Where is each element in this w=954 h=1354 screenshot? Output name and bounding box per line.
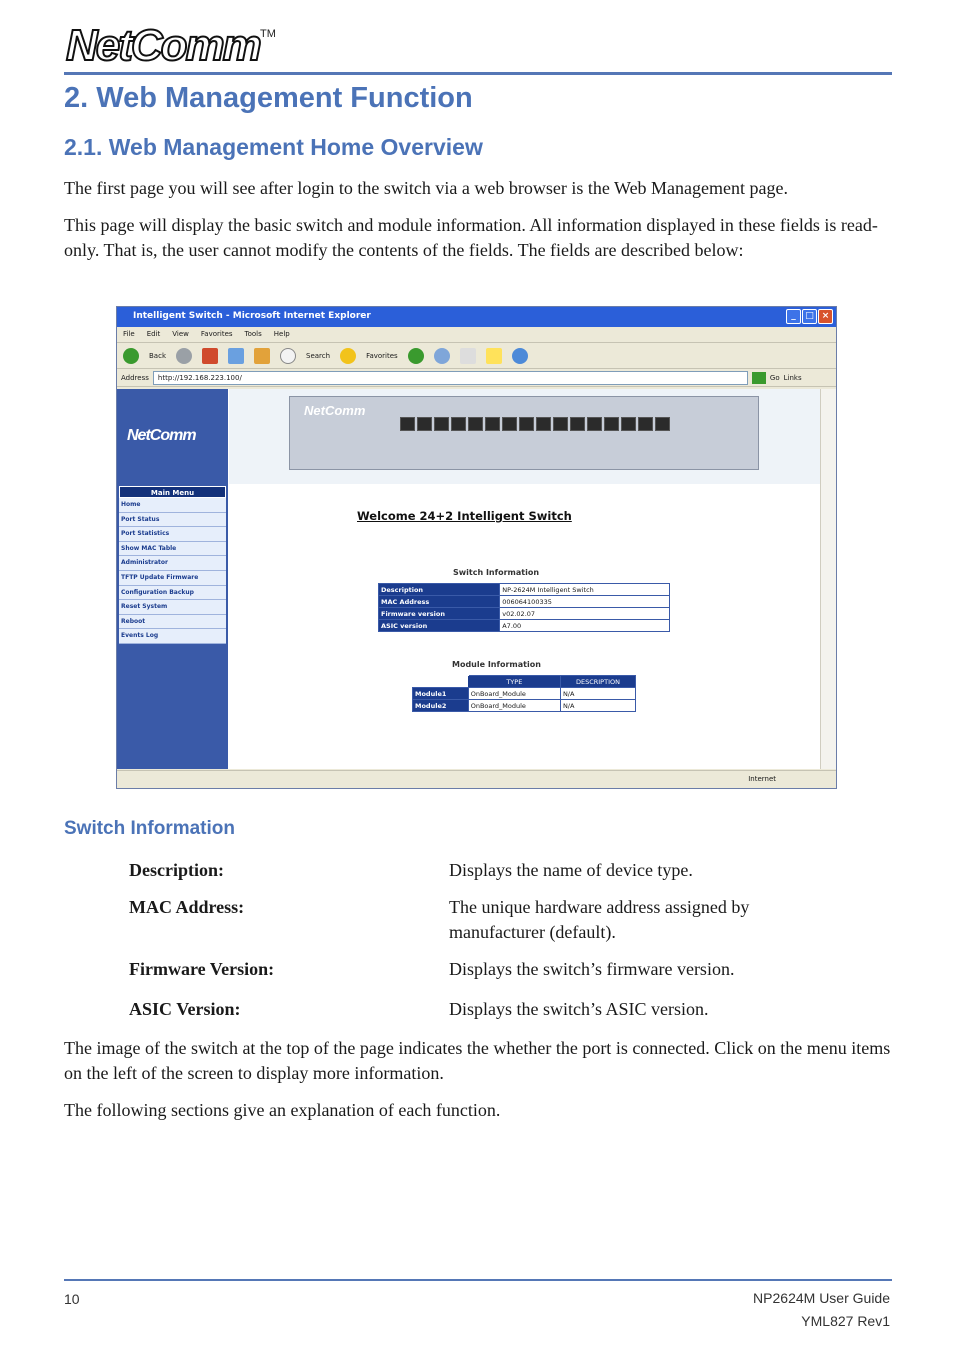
port[interactable]: [604, 417, 619, 431]
table-key: MAC Address: [379, 596, 500, 608]
status-zone: Internet: [748, 775, 776, 783]
intro-paragraph-2: This page will display the basic switch and module information. All information displayed in these fields is read-only. That is, the user cannot modify the contents of the fields. The fields are described below:: [64, 215, 878, 260]
footer-rule: [64, 1279, 892, 1281]
history-icon[interactable]: [408, 348, 424, 364]
go-icon[interactable]: [752, 372, 766, 384]
port[interactable]: [451, 417, 466, 431]
switch-information-heading: Switch Information: [64, 818, 235, 839]
table-value: N/A: [560, 700, 635, 712]
trademark: TM: [260, 28, 276, 40]
port[interactable]: [587, 417, 602, 431]
menu-item-show-mac-table[interactable]: Show MAC Table: [119, 542, 226, 557]
minimize-button[interactable]: _: [786, 309, 801, 324]
chapter-title: 2. Web Management Function: [64, 82, 473, 114]
port[interactable]: [400, 417, 415, 431]
table-row: [379, 584, 670, 596]
stop-icon[interactable]: [202, 348, 218, 364]
definition-desc: Displays the name of device type.: [449, 860, 693, 880]
port[interactable]: [468, 417, 483, 431]
footer-revision: YML827 Rev1: [801, 1313, 890, 1329]
menu-item-config-backup[interactable]: Configuration Backup: [119, 586, 226, 601]
definition-term: Description:: [129, 860, 224, 880]
window-title: Intelligent Switch - Microsoft Internet Explorer: [133, 311, 371, 321]
table-value: OnBoard_Module: [468, 688, 560, 700]
menu-item-home[interactable]: Home: [119, 498, 226, 513]
menu-item-tftp-update[interactable]: TFTP Update Firmware: [119, 571, 226, 586]
search-icon[interactable]: [280, 348, 296, 364]
definition-term: ASIC Version:: [129, 999, 241, 1019]
intro-paragraph-1: The first page you will see after login to the switch via a web browser is the Web Management page.: [64, 178, 788, 198]
module-info-table: [412, 675, 636, 712]
main-frame: [229, 389, 820, 769]
browser-toolbar: [117, 343, 836, 369]
print-icon[interactable]: [460, 348, 476, 364]
back-label[interactable]: Back: [149, 351, 166, 360]
window-titlebar: [117, 307, 836, 327]
welcome-title: Welcome 24+2 Intelligent Switch: [357, 509, 572, 523]
module-info-title: Module Information: [452, 660, 541, 669]
forward-icon[interactable]: [176, 348, 192, 364]
table-value: A7.00: [500, 620, 670, 632]
close-button[interactable]: ×: [818, 309, 833, 324]
messenger-icon[interactable]: [512, 348, 528, 364]
page-number: 10: [64, 1291, 80, 1307]
port[interactable]: [502, 417, 517, 431]
menu-item-port-status[interactable]: Port Status: [119, 513, 226, 528]
definition-desc: The unique hardware address assigned by manufacturer (default).: [449, 897, 750, 942]
table-key: Module2: [413, 700, 469, 712]
table-header: TYPE: [468, 676, 560, 688]
notes-icon[interactable]: [486, 348, 502, 364]
port[interactable]: [655, 417, 670, 431]
table-row: [413, 700, 636, 712]
menu-item-events-log[interactable]: Events Log: [119, 629, 226, 644]
address-input[interactable]: http://192.168.223.100/: [153, 371, 748, 385]
table-value: N/A: [560, 688, 635, 700]
definition-term: MAC Address:: [129, 897, 245, 917]
menu-item-administrator[interactable]: Administrator: [119, 556, 226, 571]
port[interactable]: [536, 417, 551, 431]
menu-file[interactable]: File: [123, 330, 135, 338]
port[interactable]: [621, 417, 636, 431]
port[interactable]: [485, 417, 500, 431]
table-header-empty: [413, 676, 469, 688]
page-content: [117, 389, 836, 769]
section-title: 2.1. Web Management Home Overview: [64, 134, 483, 160]
table-value: 006064100335: [500, 596, 670, 608]
left-logo-text: NetComm: [127, 427, 196, 444]
table-key: Module1: [413, 688, 469, 700]
menu-item-port-statistics[interactable]: Port Statistics: [119, 527, 226, 542]
table-header: DESCRIPTION: [560, 676, 635, 688]
table-key: ASIC version: [379, 620, 500, 632]
menu-edit[interactable]: Edit: [146, 330, 161, 338]
menu-bar: [117, 327, 836, 343]
mail-icon[interactable]: [434, 348, 450, 364]
main-menu-title: Main Menu: [119, 486, 226, 498]
menu-favorites[interactable]: Favorites: [200, 330, 233, 338]
port[interactable]: [417, 417, 432, 431]
table-header-row: [413, 676, 636, 688]
table-key: Description: [379, 584, 500, 596]
table-value: OnBoard_Module: [468, 700, 560, 712]
footer-guide: NP2624M User Guide: [753, 1290, 890, 1306]
port[interactable]: [570, 417, 585, 431]
netcomm-logo: [66, 22, 306, 70]
menu-view[interactable]: View: [172, 330, 189, 338]
links-label[interactable]: Links: [783, 373, 802, 382]
table-row: [413, 688, 636, 700]
favorites-icon[interactable]: [340, 348, 356, 364]
address-bar: [117, 369, 836, 387]
favorites-label[interactable]: Favorites: [366, 351, 398, 360]
table-row: [379, 608, 670, 620]
table-row: [379, 620, 670, 632]
port[interactable]: [553, 417, 568, 431]
switch-image: [289, 396, 759, 470]
address-label: Address: [121, 373, 149, 382]
back-icon[interactable]: [123, 348, 139, 364]
maximize-button[interactable]: □: [802, 309, 817, 324]
table-value: v02.02.07: [500, 608, 670, 620]
home-icon[interactable]: [254, 348, 270, 364]
left-logo: [117, 389, 228, 484]
table-value: NP-2624M Intelligent Switch: [500, 584, 670, 596]
left-frame: [117, 389, 228, 769]
menu-item-reset-system[interactable]: Reset System: [119, 600, 226, 615]
table-key: Firmware version: [379, 608, 500, 620]
header-rule: [64, 72, 892, 75]
main-menu: [119, 486, 226, 644]
go-label[interactable]: Go: [769, 373, 780, 382]
definition-term: Firmware Version:: [129, 959, 275, 979]
definition-desc: Displays the switch’s firmware version.: [449, 959, 735, 979]
logo-text: NetComm: [66, 21, 260, 70]
vertical-scrollbar[interactable]: [820, 389, 836, 769]
outro-paragraph-1: The image of the switch at the top of the page indicates the whether the port is connected. Click on the menu items on the left of the screen to display more information.: [64, 1038, 891, 1083]
table-row: [379, 596, 670, 608]
refresh-icon[interactable]: [228, 348, 244, 364]
menu-tools[interactable]: Tools: [244, 330, 262, 338]
switch-banner: [229, 389, 820, 484]
switch-info-table: [378, 583, 670, 632]
switch-brand: NetComm: [304, 403, 366, 418]
port[interactable]: [638, 417, 653, 431]
status-bar: [117, 770, 836, 788]
port[interactable]: [519, 417, 534, 431]
definition-desc: Displays the switch’s ASIC version.: [449, 999, 709, 1019]
outro-paragraph-2: The following sections give an explanation of each function.: [64, 1100, 501, 1120]
menu-help[interactable]: Help: [273, 330, 290, 338]
menu-item-reboot[interactable]: Reboot: [119, 615, 226, 630]
search-label[interactable]: Search: [306, 351, 331, 360]
port[interactable]: [434, 417, 449, 431]
port-row: [400, 417, 670, 431]
browser-screenshot: [116, 306, 837, 789]
switch-info-title: Switch Information: [453, 568, 540, 577]
